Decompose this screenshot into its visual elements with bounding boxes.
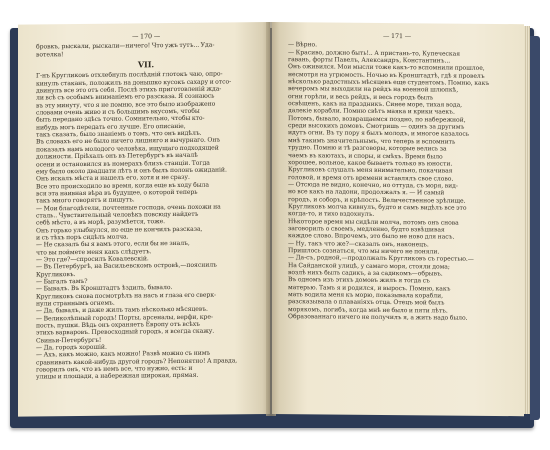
text-line: вотелка!	[36, 50, 64, 59]
text-line: Въ одномъ изъ этихъ домовъ жилъ я тогда съ	[288, 276, 430, 285]
text-line: показалъ намъ молодого человѣка, ищущаго подходящей	[36, 144, 219, 154]
text-line: гавань, форты Павелъ, Александръ, Константинъ...	[288, 56, 451, 65]
left-page-number: — 170 —	[131, 32, 161, 41]
text-line: Нѣкоторое время мы сидѣли молча, потомъ онъ снова	[288, 217, 459, 227]
text-line: Кругликовъ.	[36, 270, 76, 279]
text-line: словами очень живо и съ большимъ вкусомъ, чтобы	[36, 107, 200, 117]
text-line: — Красиво, должно быть!.. А пристань-то, Купеческая	[288, 48, 461, 58]
text-line: — Да, городъ хорошій.	[36, 343, 107, 352]
text-line: сталь.. Чувствительный человѣкъ повсюду найдетъ	[36, 210, 199, 220]
text-line: когда-то, и тихо вздохнулъ.	[288, 210, 375, 219]
text-line: Кругликовъ снова посмотрѣлъ на насъ и глаза его сверк-	[36, 291, 217, 301]
text-line: мнѣ такимъ значительнымъ, что теперь и вспомнить	[288, 136, 456, 146]
text-line: возлѣ нихъ былъ садикъ, а за садикомъ—обрывъ.	[288, 269, 443, 278]
text-line: вечеромъ мы выходили на рейдъ на военной шлюпкѣ,	[288, 85, 459, 95]
right-page-body	[288, 41, 506, 322]
text-line: ли всѣ съ особымъ вниманіемъ его разсказа. Я сознаюсь	[36, 92, 215, 102]
text-line: — Великолѣпный городъ! Порты, арсеналы, верфи, кре-	[36, 313, 213, 323]
text-line: огни горѣли, и весь рейдъ, и весь городъ былъ	[288, 92, 434, 102]
text-line: говорилъ онъ, что въ немъ все, что нужно, есть: и	[36, 364, 193, 374]
text-line: нули страннымъ огнемъ.	[36, 299, 115, 308]
text-line: кинулъ стаканъ, положилъ на донышко кусокъ сахару и отсо-	[36, 78, 232, 88]
text-line: — Мои благодѣтели, почтенные господа, очень похожи на	[36, 203, 221, 213]
text-line: идутъ огни. Въ ту пору я былъ молодъ, и многое казалось	[288, 129, 470, 139]
text-line: На Сайданской улицѣ, у самаго моря, стояли дома;	[288, 261, 450, 271]
text-line: осени и остановился въ номерахъ близъ станціи. Тогда	[36, 159, 210, 168]
right-page	[272, 22, 524, 416]
text-line: — Не сказалъ бы я вамъ этого, если бы не зналъ,	[36, 240, 190, 249]
text-line: заговорилъ о своемъ, медленно, будто взвѣшивая	[288, 225, 445, 234]
text-line: ему было около двадцати лѣтъ и онъ былъ полонъ ожиданій.	[36, 166, 227, 176]
text-line: Кругликовъ слушалъ меня внимательно, покачивая	[288, 166, 453, 175]
text-line: освѣщенъ, какъ на праздникъ. Синее море, тихая вода,	[288, 100, 463, 109]
text-line: — Ну, такъ что же?—сказалъ онъ, наконецъ.	[288, 239, 429, 248]
text-line: Все это происходило во время, когда еще въ ходу была	[36, 181, 209, 190]
text-line: морякомъ, погибъ, когда мнѣ не было и пяти лѣтъ.	[288, 305, 448, 315]
text-line: двинулъ все это отъ себя. Послѣ этихъ приготовленій жда-	[36, 85, 222, 95]
text-line: — Да-съ, родной,—продолжалъ Кругликовъ съ горестью.—	[288, 254, 474, 264]
text-line: сравнивать какой-нибудь другой городъ? Непонятно! А правда,	[36, 357, 238, 367]
text-line: но все какъ на ладони, продолжалъ я. — И самый	[288, 188, 445, 197]
text-line: несмотря на угрюмость. Ночью въ Кронштадтѣ, гдѣ я провелъ	[288, 70, 485, 80]
text-line: вся эта наивная вѣра въ будущее, о которой теперь	[36, 188, 198, 198]
text-line: — Да, бывалъ, и даже жилъ тамъ нѣсколько мѣсяцевъ.	[36, 306, 208, 315]
text-line: улицы и площади, а набережная широкая, прямая.	[36, 372, 199, 381]
text-line: городъ, и соборъ, и крѣпость. Величественное зрѣлище.	[288, 195, 466, 205]
text-line: нибудь могъ передать его лучше. Его описаніе,	[36, 122, 186, 132]
text-line: Онъ искалъ мѣста и нашелъ его, хотя и не сразу.	[36, 174, 190, 183]
text-line: среди высокихъ домовъ. Смотришь — одинъ за другимъ	[288, 122, 465, 131]
text-line: мать водила меня къ морю, показывала корабли,	[288, 291, 444, 300]
right-page-text	[288, 32, 506, 322]
book-cover-edge	[530, 36, 540, 420]
left-page-text	[36, 32, 256, 381]
text-line: — Ахъ, какъ можно, какъ можно! Развѣ можно съ нимъ	[36, 350, 211, 359]
text-line: матерью. Тамъ я и родился, и выросъ. Помню, какъ	[288, 283, 451, 293]
text-line: — Быгалъ тамъ?	[36, 277, 88, 286]
text-line: — Въ Петербургѣ, на Васильевскомъ островѣ,—пояснилъ	[36, 261, 217, 271]
text-line: и съ тѣхъ поръ сидѣлъ молча.	[36, 233, 129, 242]
text-line: бровкъ, рыскали, рыскали—ничего! Что ужъ тутъ... Уда-	[36, 41, 215, 51]
text-line: далекіе корабли. Помню свѣтъ маяка и крики чаекъ.	[288, 107, 455, 117]
text-line: чаемъ въ каютахъ, и споры, и смѣхъ. Время было	[288, 151, 443, 160]
text-line: Г-нъ Кругликовъ отхлебнулъ послѣдній глотокъ чаю, опро-	[36, 70, 223, 80]
text-line: — Отсюда не видно, конечно, но оттуда, съ моря, вид-	[288, 181, 458, 190]
text-line: въ эту минуту, что я не помню, все это было изображено	[36, 100, 216, 110]
open-book	[8, 22, 536, 428]
text-line: Свиньи-Петербургъ!	[36, 336, 102, 345]
left-page	[18, 22, 270, 417]
text-line: Онъ оживился. Мои мысли тоже какъ-то вспомнили прошлое,	[288, 63, 485, 73]
text-line: такъ много говорятъ и пишутъ.	[36, 196, 135, 205]
text-line: пость, пушки. Вѣдь онъ охраняетъ Европу отъ всѣхъ	[36, 320, 200, 330]
text-line: что вы поймете меня какъ слѣдуетъ.	[36, 247, 152, 257]
text-line: Потомъ, бывало, возвращаемся поздно, по набережной,	[288, 114, 466, 124]
text-line: себѣ мѣсто, а въ морѣ, разумѣется, тоже.	[36, 218, 166, 227]
text-line: разсказывала о плаваніяхъ отца. Отецъ мой былъ	[288, 298, 445, 307]
text-line: этихъ варваровъ. Превосходный городъ, я всегда скажу.	[36, 327, 215, 337]
text-line: Кругликовъ молча кивнулъ, будто и самъ видѣлъ все это	[288, 203, 467, 212]
text-line: каждое слово. Впрочемъ, это было не ново для насъ.	[288, 232, 455, 241]
chapter-heading: VII.	[137, 59, 155, 70]
text-line: Образованнаго ничего не получилъ я, а жить надо было.	[288, 313, 468, 322]
text-line: трудно. Помню и тѣ разговоры, которые велись за	[288, 144, 447, 153]
text-line: должности. Пріѣхалъ онъ въ Петербургъ въ началѣ	[36, 151, 198, 161]
right-page-number: — 171 —	[382, 31, 412, 41]
text-line: быть передано здѣсь точно. Сомнительно, чтобы кто-	[36, 115, 205, 124]
left-page-body	[36, 71, 256, 382]
text-line: Пришлось сознаться, что мы ничего не поняли.	[288, 247, 440, 256]
text-line: — Это где?—спросилъ Ковалевскій.	[36, 255, 149, 264]
text-line: головой, и время отъ времени вставлялъ свое слово.	[288, 173, 454, 183]
text-line: — Бывалъ. Въ Кронштадтъ ѣздилъ, бывало.	[36, 284, 173, 293]
text-line: нѣсколько радостныхъ мѣсяцевъ еще студентомъ. Помню, какъ	[288, 78, 490, 87]
text-line: хорошее, вольное, какое бываетъ только въ юности.	[288, 158, 453, 168]
left-page-top-lines	[36, 41, 256, 58]
text-line: Въ словахъ его не было ничего лишняго и вычурнаго. Онъ	[36, 136, 221, 146]
text-line: такъ сказать, было знаніемъ о томъ, что онъ видѣлъ.	[36, 129, 202, 139]
text-line: — Вѣрно.	[288, 41, 318, 49]
text-line: Онъ горько улыбнулся, но еще не кончилъ разсказа,	[36, 225, 203, 235]
